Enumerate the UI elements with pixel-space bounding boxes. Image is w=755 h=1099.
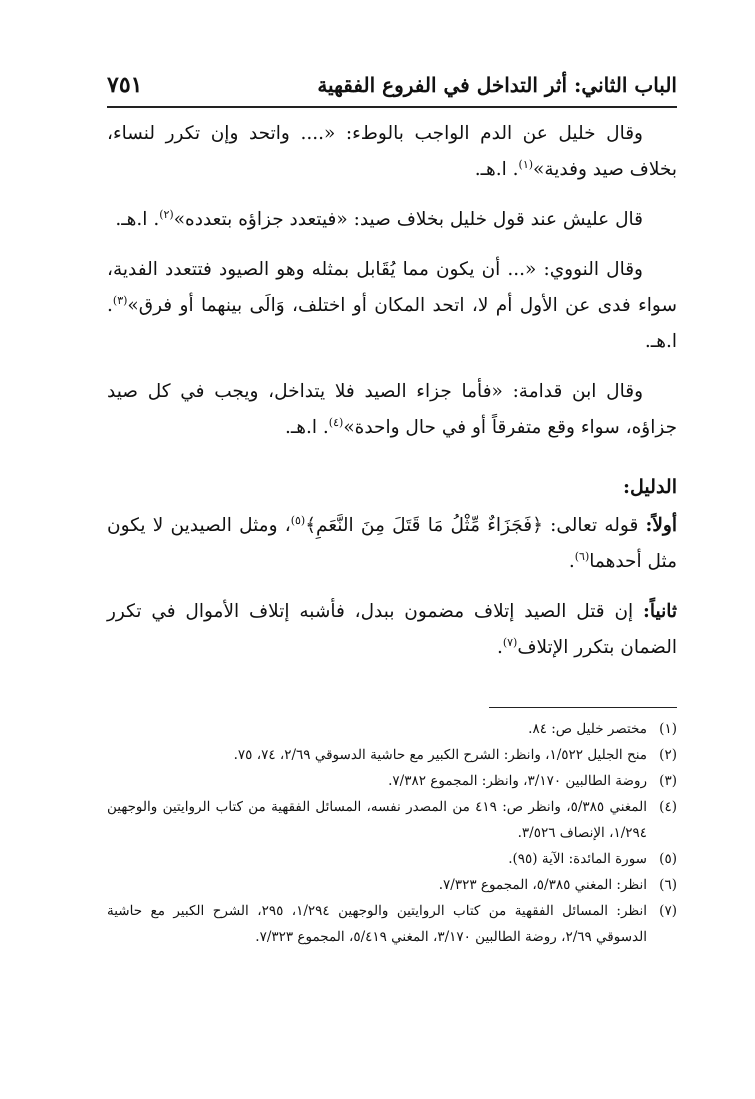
footnote: (٦) انظر: المغني ٥/٣٨٥، المجموع ٧/٣٢٣. [438, 877, 677, 893]
page-number: ٧٥١ [107, 72, 143, 98]
paragraph-ibn-qudama: وقال ابن قدامة: «فأما جزاء الصيد فلا يتداخل، ويجب في كل صيد جزاؤه، سواء وقع متفرقاً أو في حال واحدة»$^{(٤)}$. ا.هـ. [107, 381, 677, 438]
footnote-rule [489, 707, 677, 708]
footnote: (٧) انظر: المسائل الفقهية من كتاب الروايتين والوجهين ١/٢٩٤، ٢٩٥، الشرح الكبير مع حاشية الدسوقي ٢/٦٩، روضة الطالبين ٣/١٧٠، المغني ٥/٤١٩، المجموع ٧/٣٢٣. [107, 903, 677, 945]
running-title: الباب الثاني: أثر التداخل في الفروع الفقهية [317, 73, 677, 97]
footnote: (٣) روضة الطالبين ٣/١٧٠، وانظر: المجموع ٧/٣٨٢. [388, 773, 677, 789]
footnote: (١) مختصر خليل ص: ٨٤. [528, 721, 677, 737]
footnote: (٢) منح الجليل ١/٥٢٢، وانظر: الشرح الكبير مع حاشية الدسوقي ٢/٦٩، ٧٤، ٧٥. [233, 747, 677, 763]
main-text [107, 116, 677, 680]
header-rule [107, 106, 677, 108]
footnote-ref: (١) [518, 157, 534, 171]
footnote: (٤) المغني ٥/٣٨٥، وانظر ص: ٤١٩ من المصدر نفسه، المسائل الفقهية من كتاب الروايتين والوجهين ١/٢٩٤، الإنصاف ٣/٥٢٦. [107, 799, 677, 841]
paragraph-ulaysh: قال عليش عند قول خليل بخلاف صيد: «فيتعدد جزاؤه بتعدده»$^{(٢)}$. ا.هـ. [115, 207, 643, 230]
footnote: (٥) سورة المائدة: الآية (٩٥). [508, 851, 677, 867]
footnote-ref: (٧) [502, 635, 518, 649]
footnote-ref: (٣) [112, 293, 128, 307]
evidence-second-label: ثانياً: [643, 601, 677, 622]
footnote-ref: (٥) [290, 513, 306, 527]
footnote-ref: (٢) [159, 207, 174, 221]
footnote-ref: (٦) [574, 549, 590, 563]
paragraph-nawawi: وقال النووي: «... أن يكون مما يُقَابل بمثله وهو الصيود فتتعدد الفدية، سواء فدى عن الأول أم لا، اتحد المكان أو اختلف، وَالَى بينهما أو فرق»$^{(٣)}$. ا.هـ. [107, 259, 677, 352]
paragraph-khalil: وقال خليل عن الدم الواجب بالوطء: «.... واتحد وإن تكرر لنساء، بخلاف صيد وفدية»$^{(١)}$. ا.هـ. [107, 123, 677, 180]
evidence-second: ثانياً: إن قتل الصيد إتلاف مضمون ببدل، فأشبه إتلاف الأموال في تكرر الضمان بتكرر الإتلاف$^{(٧)}$. [107, 601, 677, 658]
footnote-ref: (٤) [328, 415, 344, 429]
footnotes [107, 716, 677, 950]
evidence-heading: الدليل: [623, 476, 677, 498]
evidence-first-label: أولاً: [645, 515, 677, 536]
page-header [107, 66, 677, 104]
evidence-first: أولاً: قوله تعالى: ﴿فَجَزَاءٌ مِّثْلُ مَا قَتَلَ مِنَ النَّعَمِ﴾$^{(٥)}$، ومثل الصيدين لا يكون مثل أحدهما$^{(٦)}$. [107, 513, 677, 572]
